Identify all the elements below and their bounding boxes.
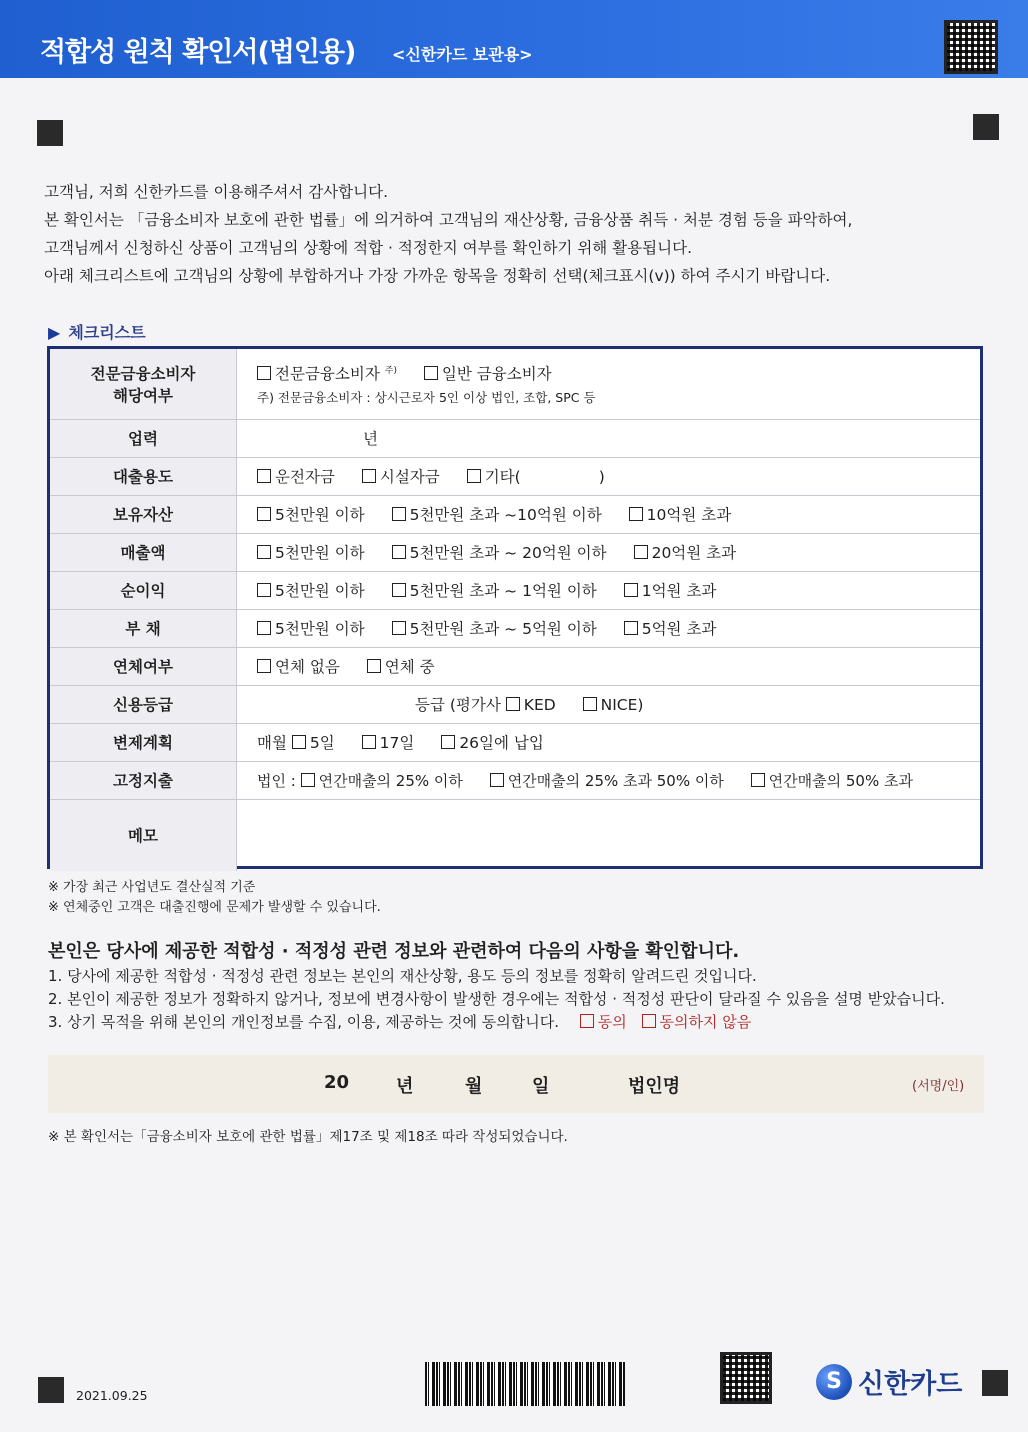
logo-mark-icon: S bbox=[816, 1364, 852, 1400]
confirm-item: 3. 상기 목적을 위해 본인의 개인정보를 수집, 이용, 제공하는 것에 동의합니다. 동의 동의하지 않음 bbox=[48, 1013, 752, 1031]
checkbox-option[interactable]: NICE) bbox=[583, 696, 644, 714]
row-options bbox=[237, 533, 981, 571]
checkbox-icon[interactable] bbox=[257, 469, 271, 483]
confirm-item: 2. 본인이 제공한 정보가 정확하지 않거나, 정보에 변경사항이 발생한 경우에는 적합성 · 적정성 판단이 달라질 수 있음을 설명 받았습니다. bbox=[48, 990, 945, 1008]
checkbox-option[interactable]: 연간매출의 25% 초과 50% 이하 bbox=[490, 772, 724, 790]
grade-prefix: 등급 (평가사 bbox=[415, 696, 501, 714]
checkbox-option[interactable]: 전문금융소비자 $^{주)}$ bbox=[257, 365, 397, 383]
checkbox-option[interactable]: 5천만원 초과 ~ 5억원 이하 bbox=[392, 620, 597, 638]
row-options bbox=[237, 495, 981, 533]
row-label: 순이익 bbox=[50, 571, 237, 609]
checkbox-icon[interactable] bbox=[292, 735, 306, 749]
checkbox-icon[interactable] bbox=[362, 735, 376, 749]
row-options bbox=[237, 685, 981, 723]
checkbox-option[interactable]: KED bbox=[506, 696, 556, 714]
sign-day-label: 일 bbox=[532, 1076, 550, 1097]
checkbox-icon[interactable] bbox=[392, 507, 406, 521]
table-row bbox=[50, 799, 980, 871]
table-row bbox=[50, 723, 980, 761]
row-options bbox=[237, 571, 981, 609]
note-line: ※ 연체중인 고객은 대출진행에 문제가 발생할 수 있습니다. bbox=[48, 900, 381, 915]
agree-checkbox[interactable]: 동의 bbox=[580, 1013, 627, 1031]
row-label: 고정지출 bbox=[50, 761, 237, 799]
checkbox-option[interactable]: 17일 bbox=[362, 734, 415, 752]
shinhan-card-logo bbox=[816, 1362, 962, 1401]
checkbox-icon[interactable] bbox=[642, 1014, 656, 1028]
row-options bbox=[237, 609, 981, 647]
memo-field[interactable] bbox=[237, 799, 981, 871]
checkbox-option[interactable]: 연간매출의 50% 초과 bbox=[751, 772, 913, 790]
row-label: 연체여부 bbox=[50, 647, 237, 685]
table-notes bbox=[48, 878, 381, 918]
row-label: 매출액 bbox=[50, 533, 237, 571]
registration-mark-icon bbox=[982, 1370, 1008, 1396]
table-row bbox=[50, 571, 980, 609]
row-options bbox=[237, 761, 981, 799]
checkbox-option[interactable]: 5천만원 초과 ~ 1억원 이하 bbox=[392, 582, 597, 600]
checkbox-icon[interactable] bbox=[392, 583, 406, 597]
row-note: 주) 전문금융소비자 : 상시근로자 5인 이상 법인, 조합, SPC 등 bbox=[257, 389, 596, 405]
row-label: 보유자산 bbox=[50, 495, 237, 533]
table-row bbox=[50, 419, 980, 457]
table-row bbox=[50, 647, 980, 685]
checkbox-icon[interactable] bbox=[257, 545, 271, 559]
triangle-icon: ▶ bbox=[48, 323, 61, 342]
company-name-label: 법인명 bbox=[628, 1076, 681, 1097]
row-label: 변제계획 bbox=[50, 723, 237, 761]
intro-line: 아래 체크리스트에 고객님의 상황에 부합하거나 가장 가까운 항목을 정확히 선택(체크표시(v)) 하여 주시기 바랍니다. bbox=[44, 267, 831, 285]
confirm-item: 1. 당사에 제공한 적합성 · 적정성 관련 정보는 본인의 재산상황, 용도 등의 정보를 정확히 알려드린 것입니다. bbox=[48, 967, 757, 985]
sign-year-label: 년 bbox=[396, 1076, 414, 1097]
checkbox-icon[interactable] bbox=[580, 1014, 594, 1028]
row-label: 대출용도 bbox=[50, 457, 237, 495]
checkbox-option[interactable]: 5천만원 초과 ~10억원 이하 bbox=[392, 506, 602, 524]
intro-line: 고객님, 저희 신한카드를 이용해주셔서 감사합니다. bbox=[44, 183, 388, 201]
checkbox-icon[interactable] bbox=[257, 659, 271, 673]
checkbox-icon[interactable] bbox=[392, 621, 406, 635]
registration-mark-icon bbox=[38, 1377, 64, 1403]
checkbox-icon[interactable] bbox=[441, 735, 455, 749]
checkbox-icon[interactable] bbox=[257, 621, 271, 635]
document-title: 적합성 원칙 확인서(법인용) bbox=[40, 37, 356, 68]
note-line: ※ 가장 최근 사업년도 결산실적 기준 bbox=[48, 880, 256, 895]
table-row bbox=[50, 533, 980, 571]
registration-mark-icon bbox=[37, 120, 63, 146]
checkbox-option[interactable]: 26일에 납입 bbox=[441, 734, 544, 752]
checklist-heading: ▶ 체크리스트 bbox=[48, 323, 146, 342]
checkbox-icon[interactable] bbox=[362, 469, 376, 483]
checkbox-option[interactable]: 연간매출의 25% 이하 bbox=[301, 772, 463, 790]
qr-code-icon bbox=[720, 1352, 772, 1404]
row-options bbox=[237, 457, 981, 495]
checkbox-icon[interactable] bbox=[392, 545, 406, 559]
form-date: 2021.09.25 bbox=[76, 1388, 148, 1403]
signature-bar bbox=[48, 1055, 984, 1113]
checkbox-option[interactable]: 1억원 초과 bbox=[624, 582, 717, 600]
checkbox-icon[interactable] bbox=[467, 469, 481, 483]
checkbox-option[interactable]: 기타( ) bbox=[467, 468, 605, 486]
checkbox-option[interactable]: 운전자금 bbox=[257, 468, 335, 486]
document-subtitle: <신한카드 보관용> bbox=[392, 45, 533, 64]
checkbox-option[interactable]: 일반 금융소비자 bbox=[424, 365, 552, 383]
expense-prefix: 법인 : bbox=[257, 771, 296, 790]
checkbox-icon[interactable] bbox=[506, 697, 520, 711]
qr-code-icon bbox=[944, 20, 998, 74]
intro-line: 본 확인서는 「금융소비자 보호에 관한 법률」에 의거하여 고객님의 재산상황, 금융상품 취득 · 처분 경험 등을 파악하여, bbox=[44, 211, 853, 229]
table-row bbox=[50, 685, 980, 723]
years-field[interactable]: 년 bbox=[237, 419, 981, 457]
checkbox-option[interactable]: 5천만원 이하 bbox=[257, 582, 365, 600]
checkbox-option[interactable]: 5일 bbox=[292, 734, 335, 752]
checkbox-icon[interactable] bbox=[424, 366, 438, 380]
table-row bbox=[50, 495, 980, 533]
table-row bbox=[50, 457, 980, 495]
row-label: 신용등급 bbox=[50, 685, 237, 723]
checkbox-option[interactable]: 20억원 초과 bbox=[634, 544, 737, 562]
checkbox-option[interactable]: 5천만원 이하 bbox=[257, 506, 365, 524]
law-footnote: ※ 본 확인서는「금융소비자 보호에 관한 법률」제17조 및 제18조 따라 작성되었습니다. bbox=[48, 1129, 568, 1145]
table-row bbox=[50, 609, 980, 647]
checkbox-icon[interactable] bbox=[634, 545, 648, 559]
row-options bbox=[237, 349, 981, 419]
logo-text: 신한카드 bbox=[858, 1369, 963, 1400]
checkbox-option[interactable]: 5천만원 이하 bbox=[257, 544, 365, 562]
row-options bbox=[237, 647, 981, 685]
checkbox-icon[interactable] bbox=[257, 507, 271, 521]
table-row bbox=[50, 349, 980, 419]
intro-line: 고객님께서 신청하신 상품이 고객님의 상황에 적합 · 적정한지 여부를 확인하기 위해 활용됩니다. bbox=[44, 239, 693, 257]
checkbox-icon[interactable] bbox=[301, 773, 315, 787]
checkbox-icon[interactable] bbox=[257, 583, 271, 597]
checkbox-icon[interactable] bbox=[257, 366, 271, 380]
checkbox-icon[interactable] bbox=[583, 697, 597, 711]
checkbox-icon[interactable] bbox=[490, 773, 504, 787]
checkbox-icon[interactable] bbox=[629, 507, 643, 521]
row-label: 전문금융소비자 해당여부 bbox=[50, 349, 237, 419]
checkbox-option[interactable]: 연체 없음 bbox=[257, 658, 340, 676]
checkbox-option[interactable]: 시설자금 bbox=[362, 468, 440, 486]
intro-text bbox=[44, 178, 984, 290]
row-label: 부 채 bbox=[50, 609, 237, 647]
disagree-checkbox[interactable]: 동의하지 않음 bbox=[642, 1013, 752, 1031]
checkbox-icon[interactable] bbox=[367, 659, 381, 673]
row-label: 메모 bbox=[50, 799, 237, 871]
row-label: 업력 bbox=[50, 419, 237, 457]
sign-year[interactable]: 20 bbox=[324, 1072, 350, 1093]
checkbox-icon[interactable] bbox=[624, 621, 638, 635]
table-row bbox=[50, 761, 980, 799]
header-bar bbox=[0, 0, 1028, 78]
plan-prefix: 매월 bbox=[257, 734, 287, 752]
row-options bbox=[237, 723, 981, 761]
checkbox-icon[interactable] bbox=[751, 773, 765, 787]
confirm-list bbox=[48, 965, 945, 1034]
checkbox-option[interactable]: 10억원 초과 bbox=[629, 506, 732, 524]
registration-mark-icon bbox=[973, 114, 999, 140]
barcode-icon bbox=[425, 1362, 625, 1406]
checkbox-option[interactable]: 5천만원 초과 ~ 20억원 이하 bbox=[392, 544, 607, 562]
checkbox-option[interactable]: 연체 중 bbox=[367, 658, 435, 676]
checkbox-option[interactable]: 5천만원 이하 bbox=[257, 620, 365, 638]
checklist-table bbox=[47, 346, 983, 869]
checkbox-option[interactable]: 5억원 초과 bbox=[624, 620, 717, 638]
checkbox-icon[interactable] bbox=[624, 583, 638, 597]
sign-month-label: 월 bbox=[465, 1076, 483, 1097]
confirm-heading: 본인은 당사에 제공한 적합성 · 적정성 관련 정보와 관련하여 다음의 사항을 확인합니다. bbox=[48, 941, 740, 962]
signature-seal-field[interactable]: (서명/인) bbox=[912, 1079, 965, 1094]
